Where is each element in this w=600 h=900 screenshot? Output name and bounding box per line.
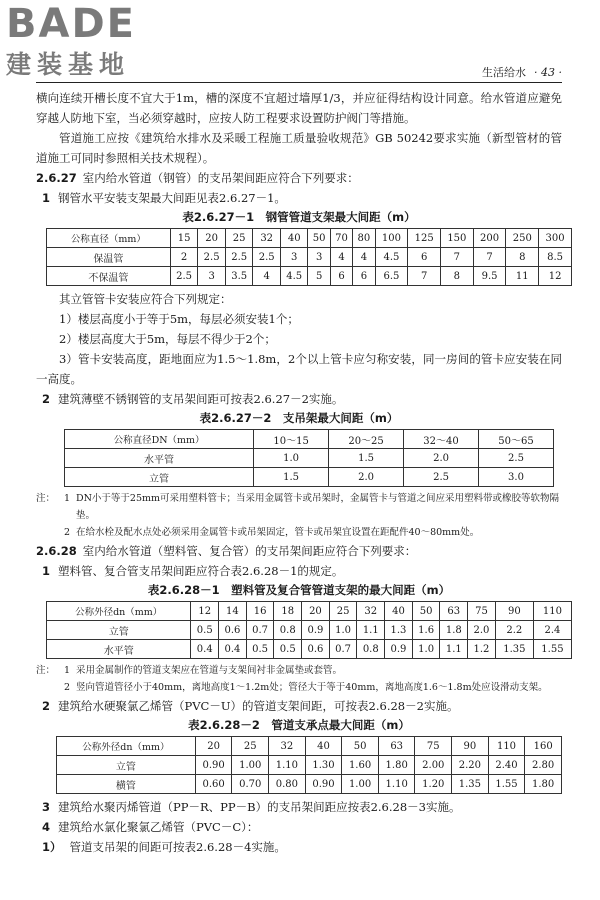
table-cell: 1.80 xyxy=(378,756,415,775)
item-number: 3 xyxy=(42,800,51,814)
table-cell: 6 xyxy=(408,248,441,267)
item xyxy=(36,389,562,409)
table-row-label: 横管 xyxy=(57,775,196,794)
table-cell: 2.80 xyxy=(525,756,562,775)
table-header-cell: 63 xyxy=(378,737,415,756)
table-cell: 0.8 xyxy=(274,621,302,640)
table-cell: 1.00 xyxy=(232,756,269,775)
table-cell: 4 xyxy=(353,248,375,267)
item-text: 建筑给水氯化聚氯乙烯管（PVC－C）： xyxy=(58,820,259,834)
paragraph: 管道施工应按《建筑给水排水及采暖工程施工质量验收规范》GB 50242要求实施（新型管材的管道施工可同时参照相关技术规程）。 xyxy=(36,131,562,165)
table-title: 表2.6.28－1 塑料管及复合管管道支架的最大间距（m） xyxy=(147,583,451,597)
table-row xyxy=(47,267,572,286)
table-cell: 3 xyxy=(308,248,330,267)
item xyxy=(36,696,562,716)
clause-text: 室内给水管道（钢管）的支吊架间距应符合下列要求： xyxy=(82,171,359,185)
steel-pipe-support-table xyxy=(46,228,572,286)
page-body xyxy=(36,88,565,857)
table-cell: 3 xyxy=(280,248,308,267)
note-item xyxy=(36,490,562,524)
table-cell: 11 xyxy=(506,267,539,286)
table-cell: 8.5 xyxy=(539,248,572,267)
table-row xyxy=(47,248,572,267)
table-header-label: 公称直径DN（mm） xyxy=(65,430,254,449)
table-notes xyxy=(36,662,562,696)
table-cell: 0.9 xyxy=(385,640,413,659)
table-header-row xyxy=(47,229,572,248)
table-header-cell: 250 xyxy=(506,229,539,248)
table-header-cell: 40 xyxy=(305,737,342,756)
table-header-row xyxy=(47,602,572,621)
note-item xyxy=(36,524,562,541)
note-item xyxy=(36,679,562,696)
list-item xyxy=(36,309,562,329)
table-row-label: 立管 xyxy=(57,756,196,775)
section-title: 生活给水 xyxy=(482,66,527,79)
table-cell: 12 xyxy=(539,267,572,286)
page-number: · 43 · xyxy=(534,66,562,79)
item-number: 2 xyxy=(42,392,51,406)
table-cell: 0.90 xyxy=(305,775,342,794)
table-cell: 6 xyxy=(330,267,352,286)
table-row-label: 保温管 xyxy=(47,248,171,267)
clause-text: 室内给水管道（塑料管、复合管）的支吊架间距应符合下列要求： xyxy=(82,544,417,558)
list-item xyxy=(36,329,562,349)
item xyxy=(36,188,562,208)
table-header-cell: 200 xyxy=(473,229,506,248)
table-cell: 0.5 xyxy=(274,640,302,659)
note-number: 1 xyxy=(64,665,71,676)
table-cell: 0.5 xyxy=(246,640,274,659)
table-cell: 1.2 xyxy=(468,640,496,659)
table-header-cell: 160 xyxy=(525,737,562,756)
table-header-cell: 25 xyxy=(232,737,269,756)
item-text: 钢管水平安装支架最大间距见表2.6.27－1。 xyxy=(58,191,286,205)
note-text: DN小于等于25mm可采用塑料管卡；当采用金属管卡或吊架时，金属管卡与管道之间应采用塑料带或橡胶等软物隔垫。 xyxy=(76,493,560,521)
table-cell: 1.10 xyxy=(378,775,415,794)
table-cell: 1.55 xyxy=(533,640,571,659)
table-cell: 7 xyxy=(473,248,506,267)
table-header-cell: 150 xyxy=(441,229,474,248)
table-cell: 2.40 xyxy=(488,756,525,775)
table-row-label: 立管 xyxy=(65,468,254,487)
table-row xyxy=(57,775,562,794)
note-item xyxy=(36,662,562,679)
table-row-label: 立管 xyxy=(47,621,191,640)
list-marker: 1） xyxy=(42,840,62,854)
header-rule xyxy=(36,82,562,83)
table-header-cell: 25 xyxy=(225,229,253,248)
table-header-cell: 40 xyxy=(280,229,308,248)
table-row xyxy=(47,621,572,640)
table-cell: 0.8 xyxy=(357,640,385,659)
note-text: 竖向管道管径小于40mm，离地高度1～1.2m处；管径大于等于40mm，离地高度1.6～1.8m处应设滑动支架。 xyxy=(76,682,548,693)
table-cell: 1.1 xyxy=(357,621,385,640)
table-cell: 2.2 xyxy=(495,621,533,640)
table-cell: 1.0 xyxy=(254,449,329,468)
table-header-cell: 16 xyxy=(246,602,274,621)
table-cell: 0.90 xyxy=(195,756,232,775)
table-cell: 4.5 xyxy=(280,267,308,286)
table-header-cell: 18 xyxy=(274,602,302,621)
table-cell: 8 xyxy=(506,248,539,267)
table-cell: 1.6 xyxy=(412,621,440,640)
note-label xyxy=(36,524,64,541)
table-header-cell: 32 xyxy=(357,602,385,621)
note-text: 采用金属制作的管道支架应在管道与支架间衬非金属垫或套管。 xyxy=(76,665,343,676)
table-header-label: 公称外径dn（mm） xyxy=(57,737,196,756)
table-cell: 1.3 xyxy=(385,621,413,640)
table-header-cell: 40 xyxy=(385,602,413,621)
table-title: 表2.6.27－1 钢管管道支架最大间距（m） xyxy=(182,210,416,224)
table-cell: 2.5 xyxy=(170,267,198,286)
table-header-row xyxy=(65,430,554,449)
item-text: 建筑给水硬聚氯乙烯管（PVC－U）的管道支架间距，可按表2.6.28－2实施。 xyxy=(58,699,459,713)
table-cell: 0.7 xyxy=(246,621,274,640)
table-header-cell: 90 xyxy=(495,602,533,621)
table-cell: 2.0 xyxy=(468,621,496,640)
table-cell: 2.5 xyxy=(253,248,281,267)
note-number: 2 xyxy=(64,682,71,693)
table-cell: 1.0 xyxy=(329,621,357,640)
list-marker: 1） xyxy=(59,312,78,326)
note-label: 注： xyxy=(36,493,56,504)
table-row-label: 水平管 xyxy=(47,640,191,659)
table-header-cell: 20 xyxy=(198,229,226,248)
table-header-cell: 15 xyxy=(170,229,198,248)
table-header-cell: 70 xyxy=(330,229,352,248)
table-header-cell: 20 xyxy=(195,737,232,756)
table-cell: 0.5 xyxy=(191,621,219,640)
table-header-cell: 100 xyxy=(375,229,408,248)
table-cell: 4 xyxy=(330,248,352,267)
table-cell: 0.6 xyxy=(302,640,330,659)
table-row xyxy=(65,468,554,487)
table-cell: 1.5 xyxy=(254,468,329,487)
table-cell: 2.4 xyxy=(533,621,571,640)
table-header-cell: 110 xyxy=(533,602,571,621)
table-notes xyxy=(36,490,562,541)
table-cell: 4.5 xyxy=(375,248,408,267)
table-cell: 0.4 xyxy=(219,640,247,659)
clause-number: 2.6.27 xyxy=(36,171,77,185)
table-cell: 2.5 xyxy=(404,468,479,487)
table-cell: 9.5 xyxy=(473,267,506,286)
note-number: 1 xyxy=(64,493,71,504)
running-header xyxy=(482,64,562,80)
item-number: 2 xyxy=(42,699,51,713)
table-cell: 1.1 xyxy=(440,640,468,659)
table-header-cell: 12 xyxy=(191,602,219,621)
list-text: 楼层高度小于等于5m，每层必须安装1个； xyxy=(77,312,299,326)
table-cell: 1.35 xyxy=(495,640,533,659)
table-header-cell: 20～25 xyxy=(329,430,404,449)
stainless-pipe-support-table xyxy=(64,429,554,487)
item-text: 塑料管、复合管支吊架间距应符合表2.6.28－1的规定。 xyxy=(58,564,344,578)
table-header-cell: 32～40 xyxy=(404,430,479,449)
table-header-cell: 110 xyxy=(488,737,525,756)
table-cell: 0.4 xyxy=(191,640,219,659)
table-row xyxy=(65,449,554,468)
list-marker: 3） xyxy=(59,352,79,366)
logo-brand-text: BADE xyxy=(6,1,136,47)
table-cell: 7 xyxy=(408,267,441,286)
table-cell: 1.60 xyxy=(342,756,379,775)
table-header-cell: 75 xyxy=(468,602,496,621)
table-cell: 3.0 xyxy=(479,468,554,487)
table-row-label: 不保温管 xyxy=(47,267,171,286)
paragraph: 其立管管卡安装应符合下列规定： xyxy=(59,292,232,306)
table-cell: 1.30 xyxy=(305,756,342,775)
table-header-cell: 50 xyxy=(342,737,379,756)
table-cell: 0.7 xyxy=(329,640,357,659)
table-cell: 0.70 xyxy=(232,775,269,794)
table-cell: 3 xyxy=(198,267,226,286)
table-cell: 1.8 xyxy=(440,621,468,640)
table-cell: 2.0 xyxy=(404,449,479,468)
item xyxy=(36,817,562,837)
plastic-pipe-support-table xyxy=(46,601,572,659)
table-cell: 4 xyxy=(253,267,281,286)
table-header-cell: 10～15 xyxy=(254,430,329,449)
logo xyxy=(6,1,174,80)
note-text: 在给水栓及配水点处必须采用金属管卡或吊架固定，管卡或吊架宜设置在距配件40～80mm处。 xyxy=(76,527,480,538)
table-cell: 1.35 xyxy=(452,775,489,794)
clause-number: 2.6.28 xyxy=(36,544,77,558)
table-header-cell: 80 xyxy=(353,229,375,248)
table-header-cell: 50 xyxy=(308,229,330,248)
list-item xyxy=(36,349,562,389)
table-cell: 2.0 xyxy=(329,468,404,487)
list-text: 管道支吊架的间距可按表2.6.28－4实施。 xyxy=(69,840,286,854)
table-header-cell: 50～65 xyxy=(479,430,554,449)
table-header-cell: 14 xyxy=(219,602,247,621)
table-header-cell: 20 xyxy=(302,602,330,621)
item xyxy=(36,797,562,817)
table-cell: 7 xyxy=(441,248,474,267)
table-header-row xyxy=(57,737,562,756)
table-cell: 1.10 xyxy=(269,756,306,775)
table-cell: 2.5 xyxy=(198,248,226,267)
table-header-label: 公称外径dn（mm） xyxy=(47,602,191,621)
table-cell: 6.5 xyxy=(375,267,408,286)
table-title: 表2.6.28－2 管道支承点最大间距（m） xyxy=(188,718,410,732)
note-label: 注： xyxy=(36,665,56,676)
table-header-cell: 25 xyxy=(329,602,357,621)
table-header-cell: 90 xyxy=(452,737,489,756)
table-title: 表2.6.27－2 支吊架最大间距（m） xyxy=(199,411,399,425)
table-row-label: 水平管 xyxy=(65,449,254,468)
table-cell: 1.55 xyxy=(488,775,525,794)
table-cell: 5 xyxy=(308,267,330,286)
note-label xyxy=(36,679,64,696)
table-cell: 0.80 xyxy=(269,775,306,794)
table-cell: 3.5 xyxy=(225,267,253,286)
table-cell: 2.20 xyxy=(452,756,489,775)
clause-2-6-28 xyxy=(36,541,562,561)
table-cell: 1.80 xyxy=(525,775,562,794)
table-cell: 1.20 xyxy=(415,775,452,794)
table-header-cell: 300 xyxy=(539,229,572,248)
item xyxy=(36,561,562,581)
table-header-label: 公称直径（mm） xyxy=(47,229,171,248)
table-header-cell: 63 xyxy=(440,602,468,621)
table-cell: 2 xyxy=(170,248,198,267)
item-number: 4 xyxy=(42,820,51,834)
table-header-cell: 75 xyxy=(415,737,452,756)
paragraph: 横向连续开槽长度不宜大于1m，槽的深度不宜超过墙厚1/3，并应征得结构设计同意。给水管道应避免穿越人防地下室，当必须穿越时，应按人防工程要求设置防护阀门等措施。 xyxy=(36,91,562,125)
table-cell: 0.6 xyxy=(219,621,247,640)
table-cell: 1.00 xyxy=(342,775,379,794)
logo-subtitle: 建装基地 xyxy=(6,50,131,79)
table-cell: 8 xyxy=(441,267,474,286)
pvc-u-pipe-support-table xyxy=(56,736,562,794)
item-text: 建筑薄壁不锈钢管的支吊架间距可按表2.6.27－2实施。 xyxy=(58,392,344,406)
note-number: 2 xyxy=(64,527,71,538)
table-header-cell: 32 xyxy=(253,229,281,248)
table-cell: 6 xyxy=(353,267,375,286)
table-cell: 0.60 xyxy=(195,775,232,794)
table-row xyxy=(47,640,572,659)
clause-2-6-27 xyxy=(36,168,562,188)
table-cell: 0.9 xyxy=(302,621,330,640)
list-item xyxy=(36,837,562,857)
table-header-cell: 125 xyxy=(408,229,441,248)
table-cell: 2.00 xyxy=(415,756,452,775)
list-marker: 2） xyxy=(59,332,78,346)
item-number: 1 xyxy=(42,191,51,205)
item-text: 建筑给水聚丙烯管道（PP－R、PP－B）的支吊架间距应按表2.6.28－3实施。 xyxy=(58,800,461,814)
list-text: 楼层高度大于5m，每层不得少于2个； xyxy=(77,332,276,346)
table-cell: 2.5 xyxy=(225,248,253,267)
table-header-cell: 50 xyxy=(412,602,440,621)
table-cell: 1.5 xyxy=(329,449,404,468)
table-cell: 2.5 xyxy=(479,449,554,468)
list-text: 管卡安装高度，距地面应为1.5～1.8m，2个以上管卡应匀称安装，同一房间的管卡应安装在同一高度。 xyxy=(36,352,562,386)
item-number: 1 xyxy=(42,564,51,578)
table-cell: 1.0 xyxy=(412,640,440,659)
table-row xyxy=(57,756,562,775)
table-header-cell: 32 xyxy=(269,737,306,756)
